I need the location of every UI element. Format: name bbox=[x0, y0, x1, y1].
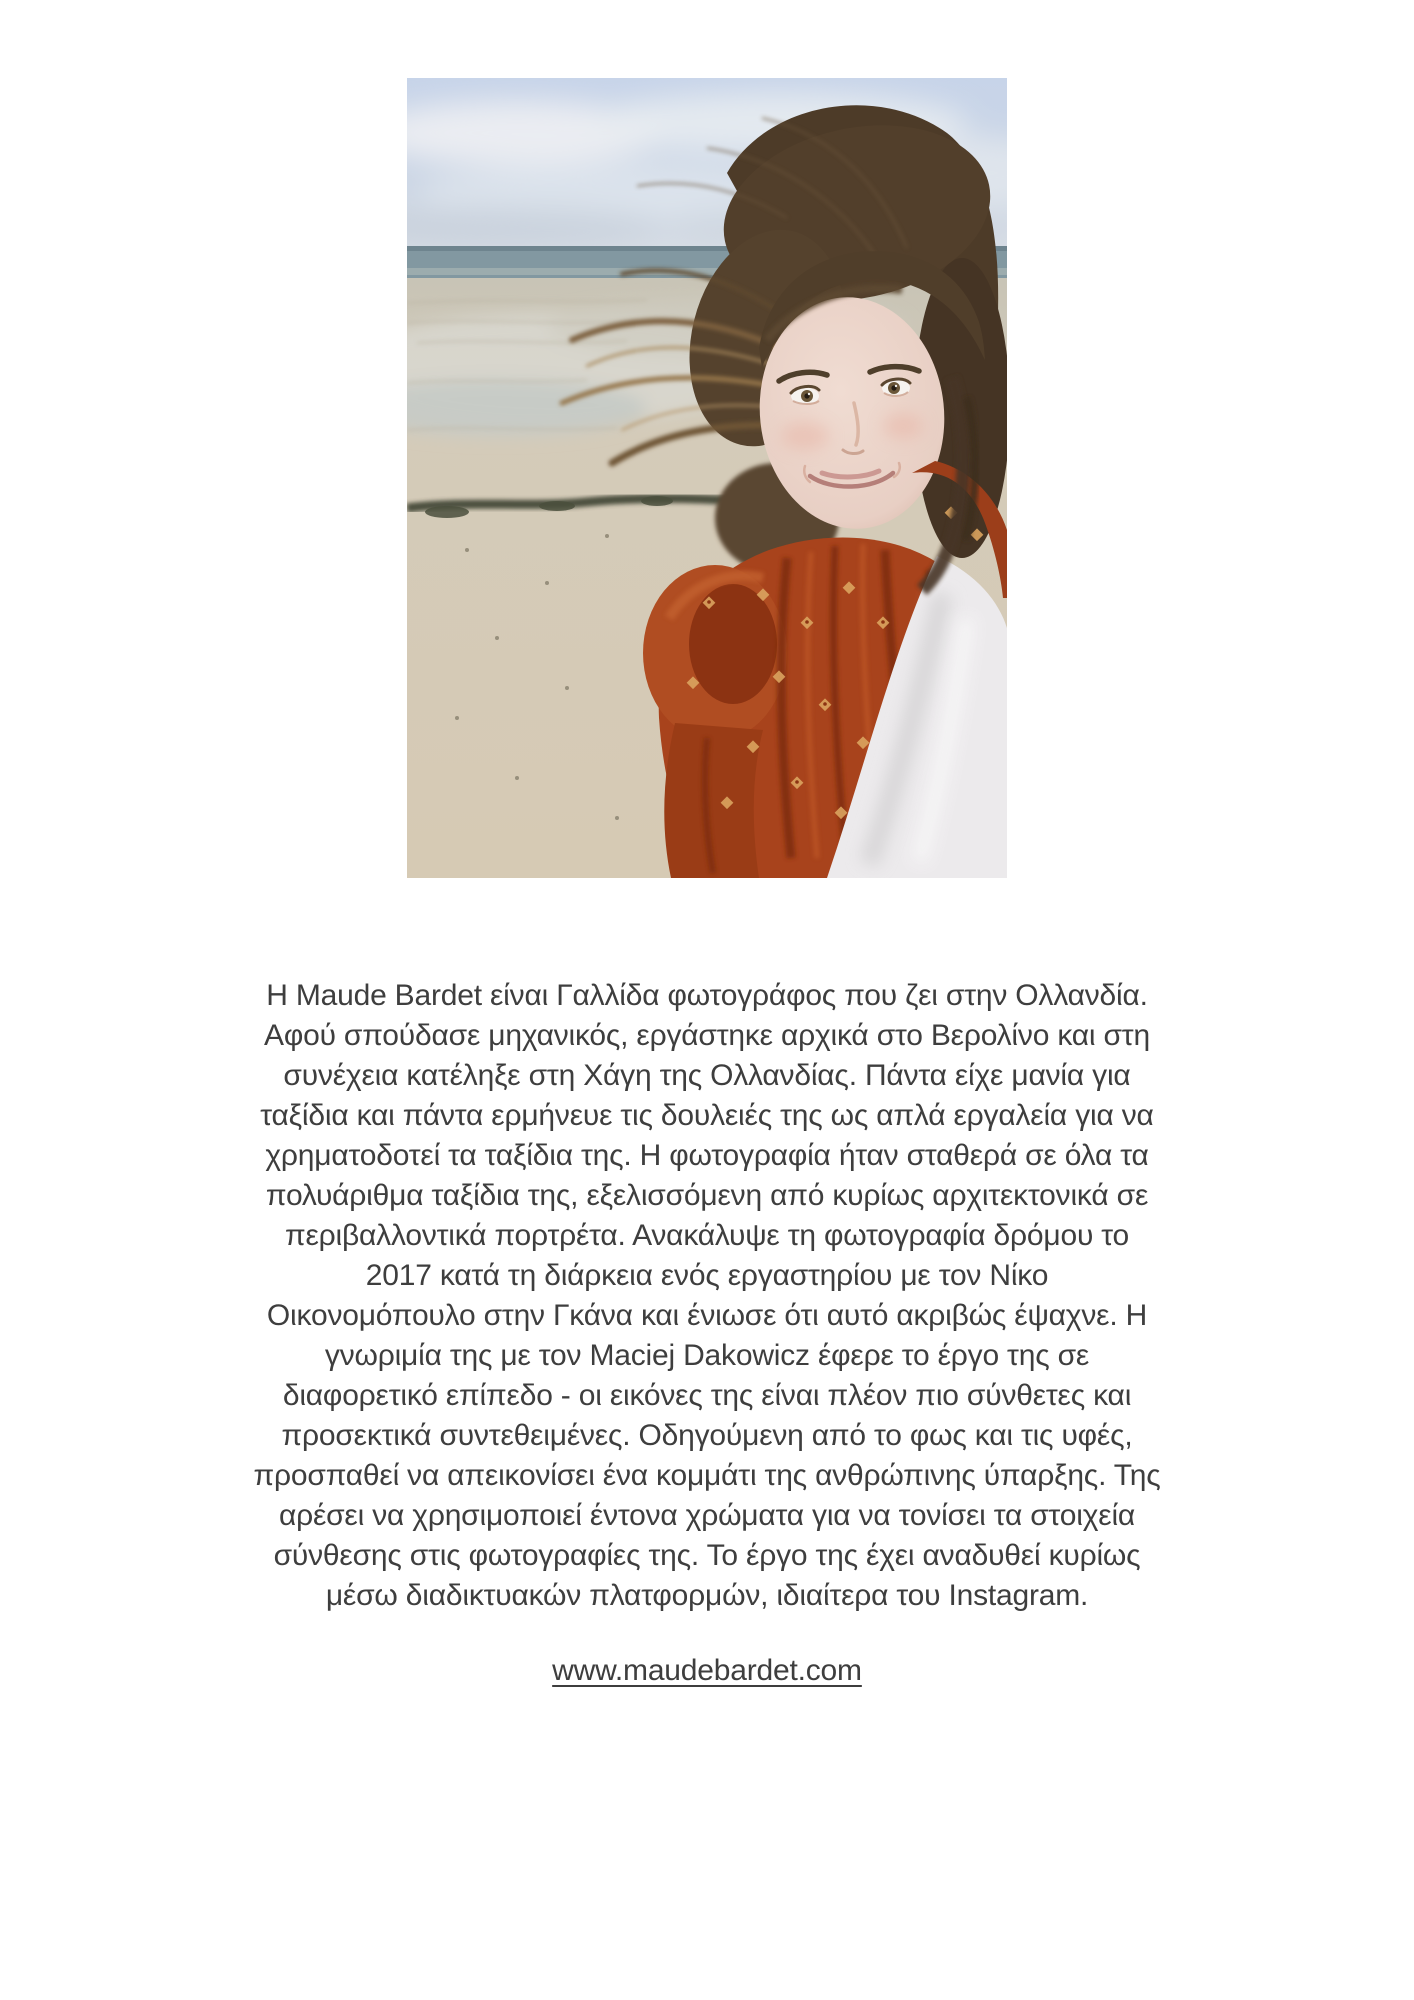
bio-line: Οικονομόπουλο στην Γκάνα και ένιωσε ότι αυτό ακριβώς έψαχνε. Η bbox=[266, 1299, 1148, 1332]
website-link[interactable]: www.maudebardet.com bbox=[552, 1654, 862, 1687]
bio-line: Η Maude Bardet είναι Γαλλίδα φωτογράφος που ζει στην Ολλανδία. bbox=[266, 979, 1148, 1012]
bio-line: ταξίδια και πάντα ερμήνευε τις δουλειές της ως απλά εργαλεία για να bbox=[260, 1099, 1154, 1132]
bio-line: περιβαλλοντικά πορτρέτα. Ανακάλυψε τη φωτογραφία δρόμου το bbox=[284, 1219, 1129, 1252]
beach-selfie-illustration bbox=[407, 78, 1007, 878]
bio-line: προσεκτικά συντεθειμένες. Οδηγούμενη από το φως και τις υφές, bbox=[281, 1419, 1133, 1452]
bio-line: σύνθεσης στις φωτογραφίες της. Το έργο της έχει αναδυθεί κυρίως bbox=[273, 1539, 1141, 1572]
bio-line: Αφού σπούδασε μηχανικός, εργάστηκε αρχικά στο Βερολίνο και στη bbox=[264, 1019, 1150, 1052]
bio-line: πολυάριθμα ταξίδια της, εξελισσόμενη από κυρίως αρχιτεκτονικά σε bbox=[265, 1179, 1149, 1212]
bio-line: χρηματοδοτεί τα ταξίδια της. Η φωτογραφία ήταν σταθερά σε όλα τα bbox=[265, 1139, 1149, 1172]
bio-paragraph bbox=[0, 976, 1414, 1616]
bio-line: γνωριμία της με τον Maciej Dakowicz έφερε το έργο της σε bbox=[324, 1339, 1090, 1372]
bio-line: συνέχεια κατέληξε στη Χάγη της Ολλανδίας. Πάντα είχε μανία για bbox=[283, 1059, 1131, 1092]
portrait-photo bbox=[407, 78, 1007, 878]
website-link-container bbox=[0, 1651, 1414, 1691]
bio-line: μέσω διαδικτυακών πλατφορμών, ιδιαίτερα του Instagram. bbox=[325, 1579, 1089, 1612]
bio-line: διαφορετικό επίπεδο - οι εικόνες της είναι πλέον πιο σύνθετες και bbox=[282, 1379, 1132, 1412]
bio-line: προσπαθεί να απεικονίσει ένα κομμάτι της ανθρώπινης ύπαρξης. Της bbox=[253, 1459, 1161, 1492]
bio-line: 2017 κατά τη διάρκεια ενός εργαστηρίου με τον Νίκο bbox=[365, 1259, 1049, 1292]
bio-line: αρέσει να χρησιμοποιεί έντονα χρώματα για να τονίσει τα στοιχεία bbox=[278, 1499, 1136, 1532]
